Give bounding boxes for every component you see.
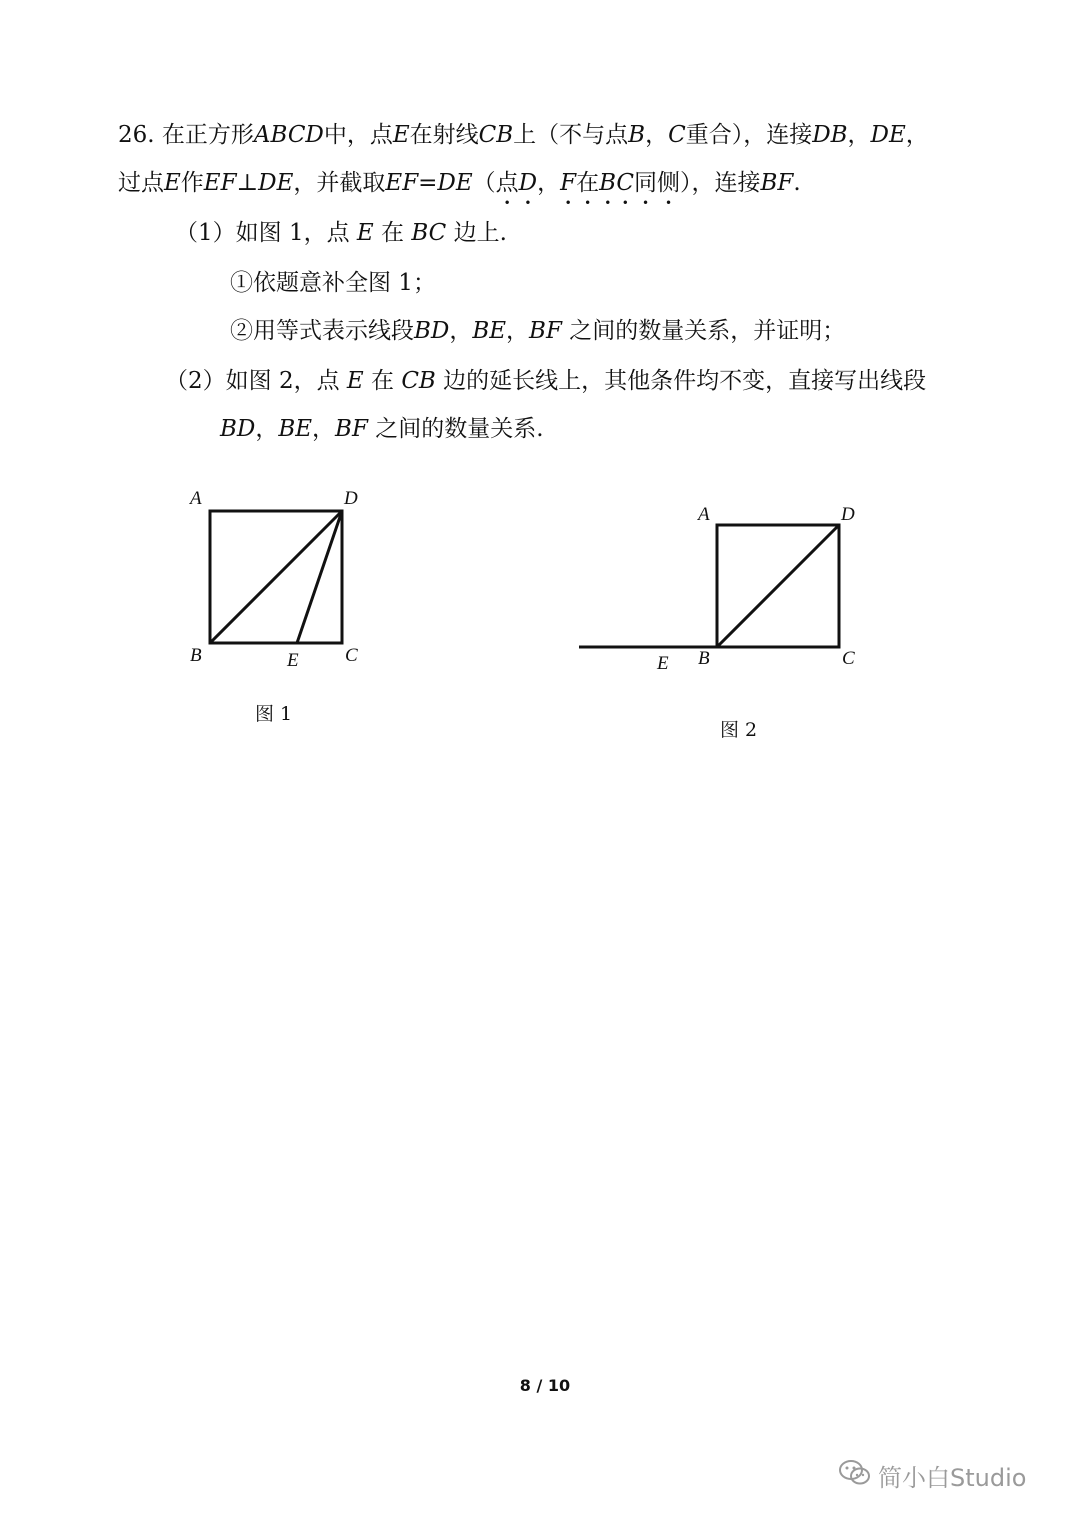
fig1-label-a: A xyxy=(190,488,202,509)
part-1: （1）如图 1，点 E 在 BC 边上. xyxy=(175,220,507,246)
part-1-sub-2: ②用等式表示线段BD，BE，BF 之间的数量关系，并证明； xyxy=(230,318,846,344)
problem-number: 26. xyxy=(118,122,155,148)
fig1-caption: 图 1 xyxy=(255,703,293,725)
watermark-text: 简小白Studio xyxy=(878,1464,1027,1492)
page-number: 8 / 10 xyxy=(519,1376,571,1395)
wechat-icon xyxy=(838,1459,872,1493)
fig2-label-c: C xyxy=(842,648,855,669)
fig2-label-d: D xyxy=(841,504,855,525)
emphasized-condition: 点D，F在BC同侧 xyxy=(495,170,681,196)
part-1-sub-1: ①依题意补全图 1； xyxy=(230,270,436,296)
fig1-label-c: C xyxy=(345,645,358,666)
watermark xyxy=(838,1458,1026,1493)
fig2-caption: 图 2 xyxy=(720,719,758,741)
part-2: （2）如图 2，点 E 在 CB 边的延长线上，其他条件均不变，直接写出线段 xyxy=(165,368,927,394)
problem-line-2: 过点E作EF⊥DE，并截取EF=DE（点D，F在BC同侧），连接BF. xyxy=(118,170,801,196)
fig1-segment-de xyxy=(297,511,342,643)
fig2-label-e: E xyxy=(657,653,669,674)
problem-line-1: 26. 在正方形ABCD中，点E在射线CB上（不与点B，C重合），连接DB，DE， xyxy=(118,122,929,148)
fig1-label-b: B xyxy=(190,645,202,666)
fig1-segment-bd xyxy=(210,511,342,643)
part-2-line-2: BD，BE，BF 之间的数量关系. xyxy=(220,416,544,442)
fig2-segment-bd xyxy=(717,525,839,647)
fig1-label-e: E xyxy=(287,650,299,671)
fig1-label-d: D xyxy=(344,488,358,509)
fig2-label-b: B xyxy=(698,648,710,669)
fig2-label-a: A xyxy=(698,504,710,525)
